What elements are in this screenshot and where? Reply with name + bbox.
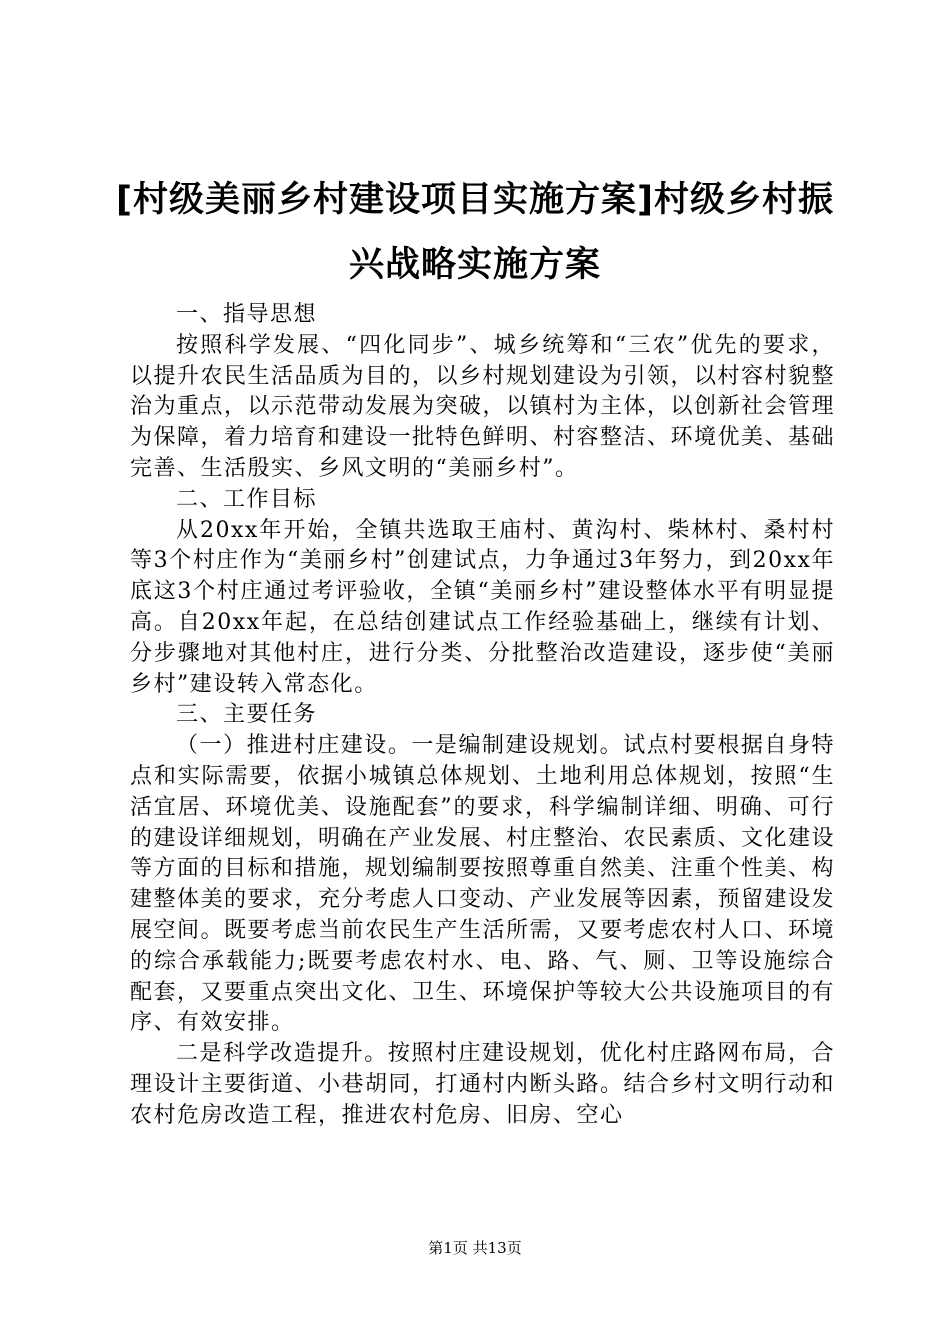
page-number-footer: 第1页 共13页 [428, 1239, 522, 1257]
document-body [130, 300, 835, 1132]
document-title: [村级美丽乡村建设项目实施方案]村级乡村振兴战略实施方案 [116, 180, 834, 285]
section-heading: 一、指导思想 [176, 302, 318, 327]
paragraph: 按照科学发展、“四化同步”、城乡统筹和“三农”优先的要求，以提升农民生活品质为目的，以乡村规划建设为引领，以村容村貌整治为重点，以示范带动发展为突破，以镇村为主体，以创新社会管理为保障，着力培育和建设一批特色鲜明、村容整洁、环境优美、基础完善、生活殷实、乡风文明的“美丽乡村”。 [130, 332, 836, 481]
paragraph: 二是科学改造提升。按照村庄建设规划，优化村庄路网布局，合理设计主要街道、小巷胡同，打通村内断头路。结合乡村文明行动和农村危房改造工程，推进农村危房、旧房、空心 [130, 1041, 836, 1128]
section-heading: 三、主要任务 [176, 702, 318, 728]
paragraph: （一）推进村庄建设。一是编制建设规划。试点村要根据自身特点和实际需要，依据小城镇总体规划、土地利用总体规划，按照“生活宜居、环境优美、设施配套”的要求，科学编制详细、明确、可行的建设详细规划，明确在产业发展、村庄整治、农民素质、文化建设等方面的目标和措施，规划编制要按照尊重自然美、注重个性美、构建整体美的要求，充分考虑人口变动、产业发展等因素，预留建设发展空间。既要考虑当前农民生产生活所需，又要考虑农村人口、环境的综合承载能力;既要考虑农村水、电、路、气、厕、卫等设施综合配套，又要重点突出文化、卫生、环境保护等较大公共设施项目的有序、有效安排。 [130, 733, 836, 1036]
section-heading: 二、工作目标 [176, 486, 318, 512]
paragraph: 从20xx年开始，全镇共选取王庙村、黄沟村、柴林村、桑村村等3个村庄作为“美丽乡村”创建试点，力争通过3年努力，到20xx年底这3个村庄通过考评验收，全镇“美丽乡村”建设整体水平有明显提高。自20xx年起，在总结创建试点工作经验基础上，继续有计划、分步骤地对其他村庄，进行分类、分批整治改造建设，逐步使“美丽乡村”建设转入常态化。 [130, 517, 835, 697]
